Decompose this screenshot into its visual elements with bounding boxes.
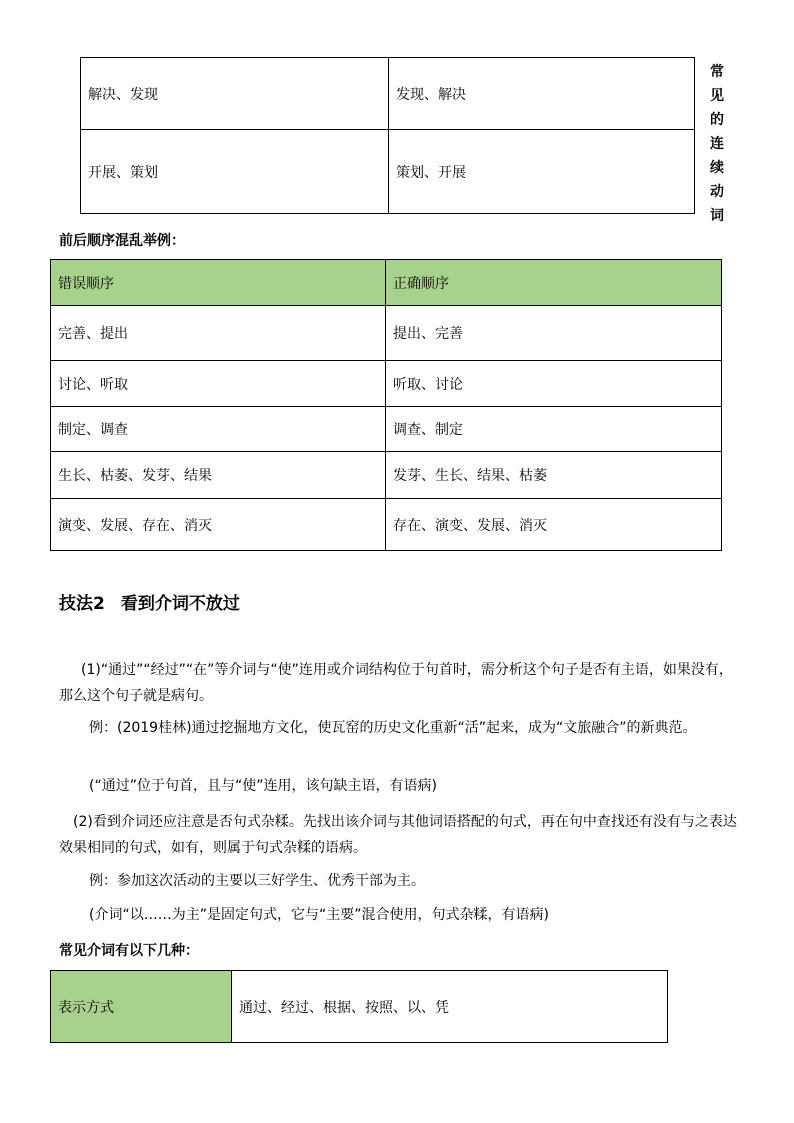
paragraph-example-1: 例：(2019桂林)通过挖掘地方文化，使瓦窑的历史文化重新“活”起来，成为“文旅融合”的新典范。 [89, 720, 697, 736]
table-cell: 讨论、听取 [51, 361, 386, 407]
table-cell: 生长、枯萎、发芽、结果 [51, 452, 386, 499]
table-row [51, 452, 722, 499]
table-row [51, 306, 722, 361]
category-cell: 表示方式 [51, 971, 232, 1043]
section-heading-number: 技法2 [59, 594, 105, 614]
table-row [81, 58, 695, 130]
table-cell: 制定、调查 [51, 407, 386, 452]
side-vertical-label: 常见的连续动词 [710, 64, 724, 224]
table-cell: 存在、演变、发展、消灭 [386, 499, 722, 551]
prepositions-table [50, 970, 668, 1043]
disorder-examples-label: 前后顺序混乱举例： [59, 233, 185, 249]
table-cell: 提出、完善 [386, 306, 722, 361]
table-cell: 策划、开展 [389, 130, 695, 214]
table-cell: 听取、讨论 [386, 361, 722, 407]
continuous-verbs-table [80, 57, 695, 214]
table-header-row [51, 260, 722, 306]
header-cell-correct-order: 正确顺序 [386, 260, 722, 306]
section-heading-text: 看到介词不放过 [120, 594, 240, 614]
table-cell: 开展、策划 [81, 130, 389, 214]
prepositions-label: 常见介词有以下几种： [59, 943, 199, 959]
header-cell-wrong-order: 错误顺序 [51, 260, 386, 306]
table-row [81, 130, 695, 214]
paragraph-explanation-2: (介词“以……为主”是固定句式，它与“主要”混合使用，句式杂糅，有语病) [89, 907, 549, 923]
paragraph-rule-2: (2)看到介词还应注意是否句式杂糅。先找出该介词与其他词语搭配的句式，再在句中查找还有没有与之表达效果相同的句式，如有，则属于句式杂糅的语病。 [59, 814, 737, 856]
table-cell: 解决、发现 [81, 58, 389, 130]
table-row [51, 499, 722, 551]
table-row [51, 407, 722, 452]
paragraph-rule-1: (1)“通过”“经过”“在”等介词与“使”连用或介词结构位于句首时，需分析这个句子是否有主语，如果没有，那么这个句子就是病句。 [59, 662, 733, 704]
section-heading [59, 589, 240, 614]
paragraph-example-2: 例：参加这次活动的主要以三好学生、优秀干部为主。 [89, 873, 425, 889]
prepositions-cell: 通过、经过、根据、按照、以、凭 [232, 971, 668, 1043]
table-cell: 发现、解决 [389, 58, 695, 130]
table-cell: 完善、提出 [51, 306, 386, 361]
order-examples-table [50, 259, 722, 551]
table-cell: 发芽、生长、结果、枯萎 [386, 452, 722, 499]
table-cell: 演变、发展、存在、消灭 [51, 499, 386, 551]
table-row [51, 971, 668, 1043]
table-row [51, 361, 722, 407]
paragraph-explanation-1: (“通过”位于句首，且与“使”连用，该句缺主语，有语病) [89, 778, 437, 794]
table-cell: 调查、制定 [386, 407, 722, 452]
